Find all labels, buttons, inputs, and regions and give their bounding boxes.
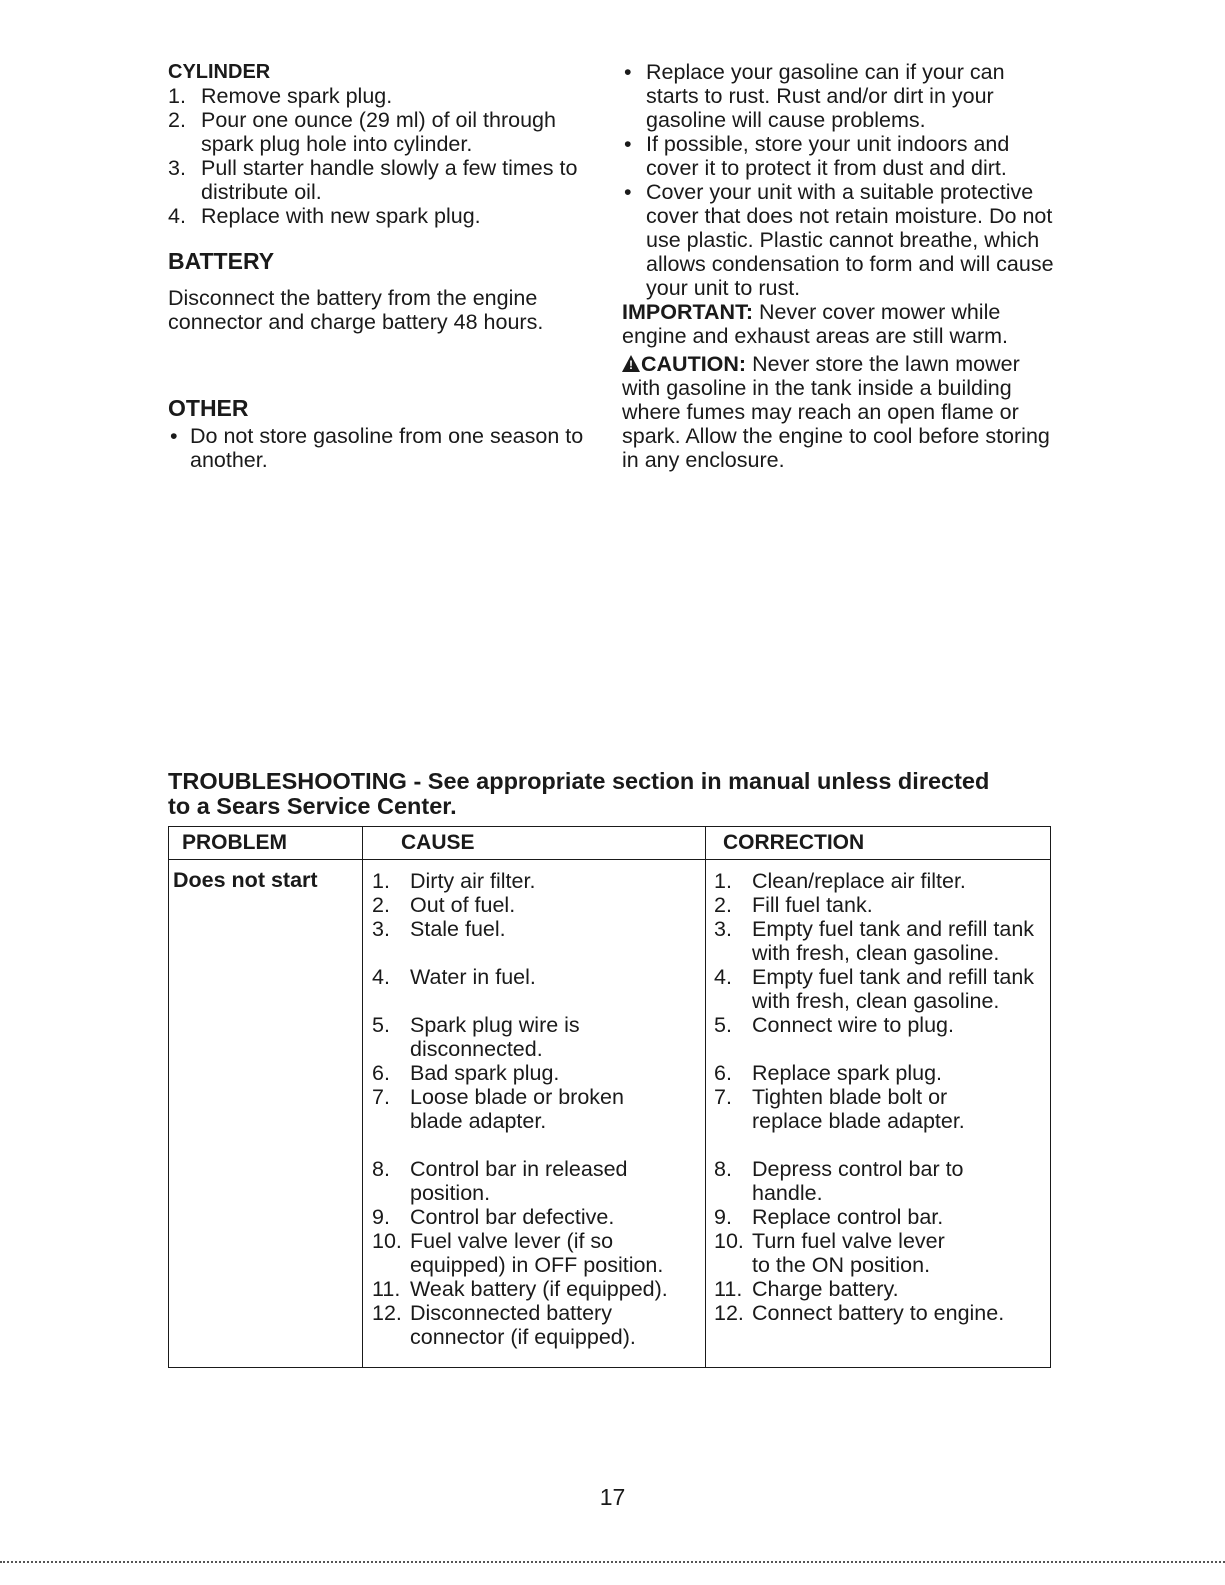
list-item: 2. Pour one ounce (29 ml) of oil through spark plug hole into cylinder. (168, 108, 556, 156)
right-column (622, 60, 1062, 472)
list-item: • Do not store gasoline from one season to another. (168, 424, 588, 472)
problem-cell: Does not start (173, 868, 318, 892)
table-row: 1. Dirty air filter. (372, 869, 536, 893)
list-item: 1. Remove spark plug. (168, 84, 393, 108)
list-item: • Replace your gasoline can if your can starts to rust. Rust and/or dirt in your gasoline will cause problems. (622, 60, 1062, 132)
other-bullets-right (622, 60, 1062, 300)
table-row: 12. Connect battery to engine. (714, 1301, 1005, 1325)
table-row: 10. Fuel valve lever (if so equipped) in OFF position. (372, 1229, 664, 1277)
table-row: 6. Bad spark plug. (372, 1061, 560, 1085)
correction-list (714, 869, 1049, 1325)
table-row: 12. Disconnected battery connector (if equipped). (372, 1301, 636, 1349)
table-row: 7. Tighten blade bolt or replace blade adapter. (714, 1085, 965, 1133)
battery-text: Disconnect the battery from the engine connector and charge battery 48 hours. (168, 286, 544, 334)
important-label: IMPORTANT: (622, 300, 753, 324)
table-row: 2. Fill fuel tank. (714, 893, 873, 917)
table-row: 11. Weak battery (if equipped). (372, 1277, 668, 1301)
warning-triangle-icon (622, 355, 640, 372)
column-divider (705, 827, 706, 1367)
table-row: 9. Control bar defective. (372, 1205, 615, 1229)
table-row: 3. Stale fuel. (372, 917, 506, 941)
table-row: 9. Replace control bar. (714, 1205, 944, 1229)
header-cause: CAUSE (401, 831, 475, 854)
header-problem: PROBLEM (182, 831, 287, 854)
table-row: 8. Depress control bar to handle. (714, 1157, 964, 1205)
table-row: 3. Empty fuel tank and refill tank with fresh, clean gasoline. (714, 917, 1035, 965)
page-number: 17 (599, 1484, 626, 1510)
table-row: 4. Empty fuel tank and refill tank with fresh, clean gasoline. (714, 965, 1035, 1013)
list-item: • If possible, store your unit indoors and cover it to protect it from dust and dirt. (622, 132, 1062, 180)
cause-list (372, 869, 702, 1349)
list-item: 4. Replace with new spark plug. (168, 204, 481, 228)
table-row: 11. Charge battery. (714, 1277, 899, 1301)
table-row: 7. Loose blade or broken blade adapter. (372, 1085, 624, 1133)
caution-note (622, 352, 1062, 472)
header-divider (169, 859, 1050, 860)
list-item: • Cover your unit with a suitable protective cover that does not retain moisture. Do not use plastic. Plastic cannot breathe, which allows condensation to form and will cause your unit to rust. (622, 180, 1062, 300)
important-text: Never cover mower while engine and exhaust areas are still warm. (622, 300, 1009, 348)
troubleshooting-heading: TROUBLESHOOTING - See appropriate section in manual unless directed to a Sears Service Center. (168, 768, 990, 819)
header-correction: CORRECTION (723, 831, 865, 854)
important-note (622, 300, 1062, 348)
cylinder-steps (168, 84, 588, 228)
table-row: 4. Water in fuel. (372, 965, 536, 989)
left-column (168, 60, 588, 472)
column-divider (362, 827, 363, 1367)
caution-text: Never store the lawn mower with gasoline in the tank inside a building where fumes may reach an open flame or spark. Allow the engine to cool before storing in any enclosure. (622, 352, 1050, 472)
table-row: 5. Connect wire to plug. (714, 1013, 954, 1037)
other-heading: OTHER (168, 395, 249, 421)
table-row: 1. Clean/replace air filter. (714, 869, 966, 893)
other-bullets-left (168, 424, 588, 472)
table-row: 2. Out of fuel. (372, 893, 516, 917)
table-row: 10. Turn fuel valve lever to the ON position. (714, 1229, 945, 1277)
cylinder-heading: CYLINDER (168, 61, 271, 83)
table-row: 6. Replace spark plug. (714, 1061, 943, 1085)
battery-heading: BATTERY (168, 248, 275, 274)
list-item: 3. Pull starter handle slowly a few times to distribute oil. (168, 156, 578, 204)
table-row: 5. Spark plug wire is disconnected. (372, 1013, 580, 1061)
caution-label: CAUTION: (641, 352, 747, 376)
bottom-rule (0, 1561, 1225, 1563)
table-row: 8. Control bar in released position. (372, 1157, 628, 1205)
troubleshooting-table (168, 826, 1051, 1368)
